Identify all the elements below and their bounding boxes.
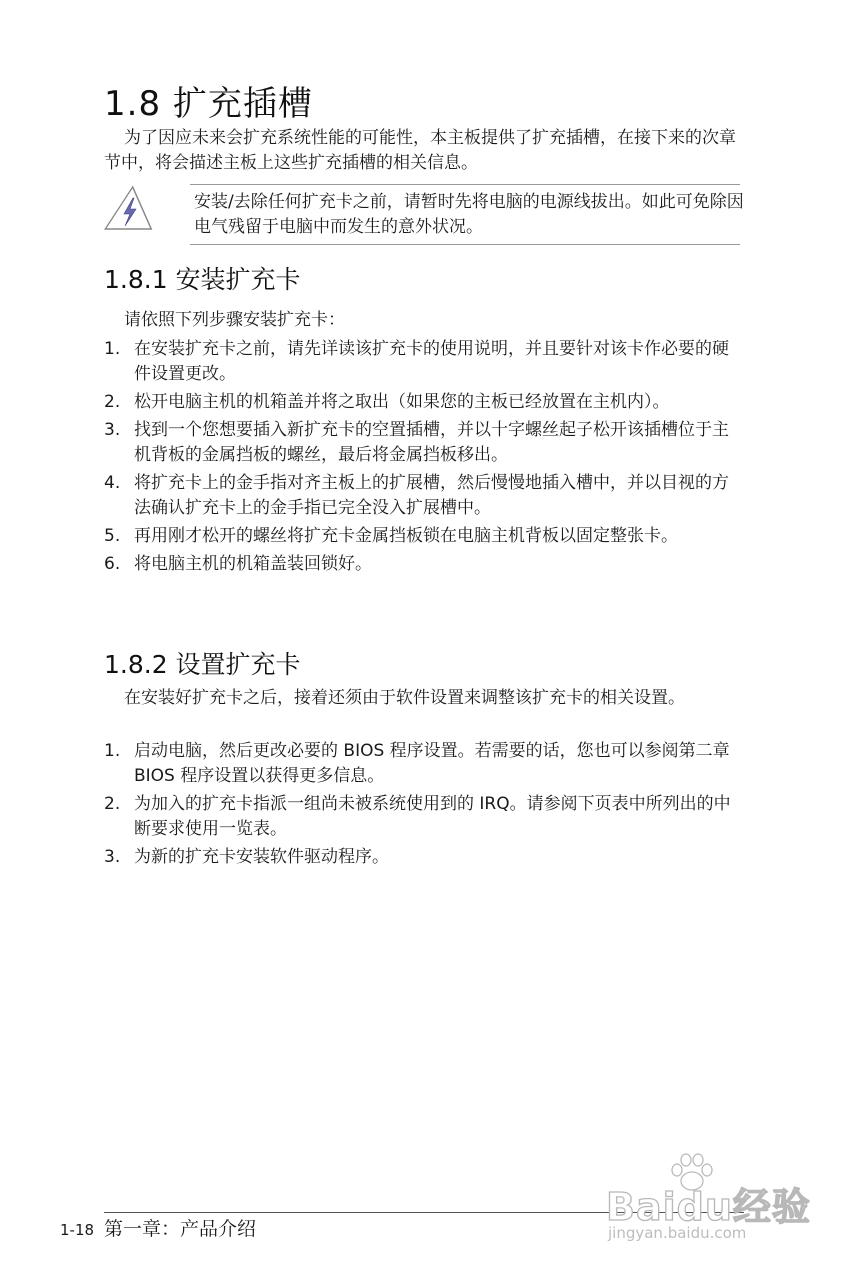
section-heading-install: 1.8.1 安装扩充卡 — [104, 265, 301, 294]
step-number: 3. — [104, 420, 121, 440]
list-item — [104, 552, 744, 577]
warning-lightning-icon — [103, 184, 155, 232]
step-number: 2. — [104, 794, 121, 814]
list-item — [104, 792, 744, 842]
chapter-title: 第一章：产品介绍 — [104, 1218, 257, 1240]
list-item — [104, 418, 744, 468]
step-text: 松开电脑主机的机箱盖并将之取出（如果您的主板已经放置在主机内）。 — [134, 392, 670, 412]
list-item — [104, 845, 744, 870]
list-item — [104, 337, 744, 387]
step-number: 6. — [104, 554, 121, 574]
note-bottom-rule — [190, 244, 740, 245]
step-number: 1. — [104, 741, 121, 761]
list-item — [104, 524, 744, 549]
install-lead: 请依照下列步骤安装扩充卡： — [124, 310, 345, 330]
watermark-brand: Baidu经验 — [606, 1185, 811, 1229]
section-heading-configure: 1.8.2 设置扩充卡 — [104, 650, 301, 679]
note-top-rule — [190, 184, 740, 185]
step-text: 找到一个您想要插入新扩充卡的空置插槽，并以十字螺丝起子松开该插槽位于主机背板的金属挡板的螺丝，最后将金属挡板移出。 — [134, 420, 729, 465]
step-number: 3. — [104, 847, 121, 867]
step-text: 将电脑主机的机箱盖装回锁好。 — [134, 554, 372, 574]
step-text: 将扩充卡上的金手指对齐主板上的扩展槽，然后慢慢地插入槽中，并以目视的方法确认扩充卡上的金手指已完全没入扩展槽中。 — [134, 473, 729, 518]
list-item — [104, 739, 744, 789]
baidu-watermark — [582, 1152, 811, 1252]
intro-paragraph: 为了因应未来会扩充系统性能的可能性，本主板提供了扩充插槽，在接下来的次章节中，将会描述主板上这些扩充插槽的相关信息。 — [104, 128, 736, 173]
step-number: 4. — [104, 473, 121, 493]
list-item — [104, 390, 744, 415]
install-steps — [104, 337, 744, 580]
step-text: 为新的扩充卡安装软件驱动程序。 — [134, 847, 389, 867]
step-text: 再用刚才松开的螺丝将扩充卡金属挡板锁在电脑主机背板以固定整张卡。 — [134, 526, 678, 546]
configure-lead: 在安装好扩充卡之后，接着还须由于软件设置来调整该扩充卡的相关设置。 — [124, 688, 685, 708]
page-number: 1-18 — [60, 1221, 95, 1239]
list-item — [104, 471, 744, 521]
step-number: 1. — [104, 339, 121, 359]
step-text: 为加入的扩充卡指派一组尚未被系统使用到的 IRQ。请参阅下页表中所列出的中断要求使用一览表。 — [134, 794, 731, 839]
step-number: 2. — [104, 392, 121, 412]
step-text: 启动电脑，然后更改必要的 BIOS 程序设置。若需要的话，您也可以参阅第二章 BIOS 程序设置以获得更多信息。 — [134, 741, 730, 786]
step-text: 在安装扩充卡之前，请先详读该扩充卡的使用说明，并且要针对该卡作必要的硬件设置更改。 — [134, 339, 729, 384]
page-footer — [60, 1214, 256, 1241]
configure-steps — [104, 739, 744, 873]
warning-note: 安装/去除任何扩充卡之前，请暂时先将电脑的电源线拔出。如此可免除因电气残留于电脑中而发生的意外状况。 — [194, 192, 744, 237]
watermark-url: jingyan.baidu.com — [608, 1224, 747, 1242]
page-title: 1.8 扩充插槽 — [104, 84, 313, 124]
step-number: 5. — [104, 526, 121, 546]
